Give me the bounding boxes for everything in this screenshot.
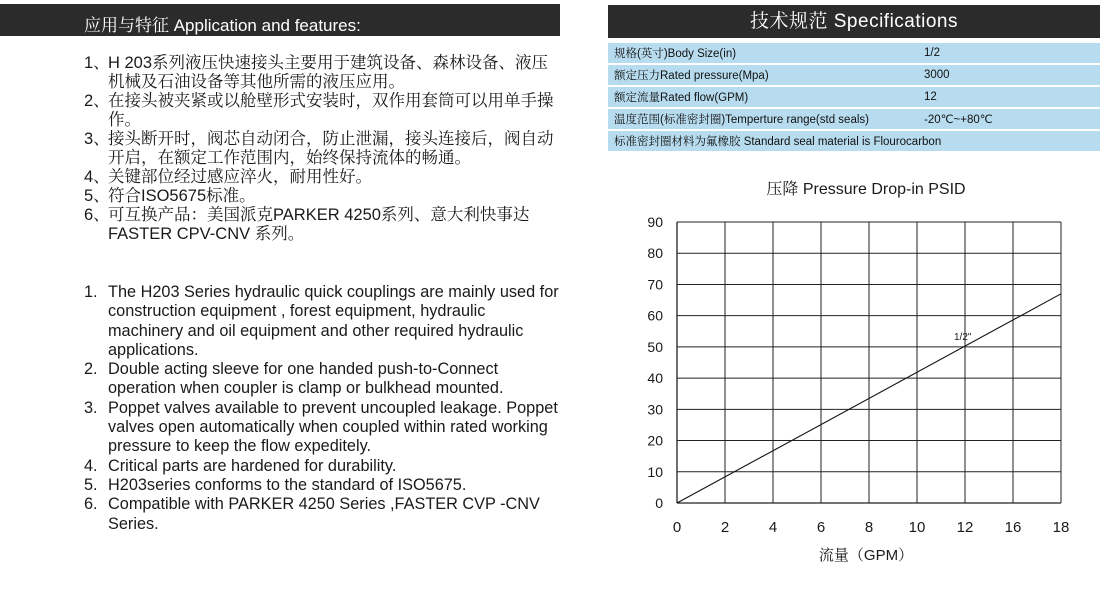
y-tick-label: 70: [647, 276, 663, 293]
spec-label: 额定流量Rated flow(GPM): [608, 87, 918, 107]
feature-item: [84, 495, 564, 534]
feature-number: 3.: [84, 398, 98, 417]
feature-number: 5.: [84, 475, 98, 494]
x-tick-label: 18: [1052, 519, 1070, 536]
feature-number: 6、: [84, 206, 110, 224]
feature-item: [84, 54, 564, 92]
feature-text: Poppet valves available to prevent uncoupled leakage. Poppet valves open automatically when coupled within rated working pressure to keep the flow expeditely.: [108, 398, 558, 456]
english-features-list: [84, 283, 564, 534]
feature-text: Double acting sleeve for one handed push-to-Connect operation when coupler is clamp or bulkhead mounted.: [108, 360, 504, 398]
feature-item: [84, 476, 564, 495]
feature-number: 1.: [84, 283, 98, 301]
y-tick-label: 0: [655, 495, 663, 511]
feature-number: 4、: [84, 168, 110, 186]
chinese-features-list: [84, 54, 564, 244]
feature-text: 在接头被夹紧或以舱壁形式安装时，双作用套筒可以用单手操作。: [108, 92, 554, 129]
x-tick-label: 6: [816, 519, 826, 536]
seal-note-row: [608, 131, 1100, 151]
feature-number: 2.: [84, 360, 98, 379]
y-tick-label: 90: [647, 214, 663, 230]
spec-row: [608, 109, 1100, 129]
y-axis-ticks: [647, 214, 663, 511]
feature-item: [84, 206, 564, 244]
y-tick-label: 10: [647, 463, 663, 480]
feature-text: The H203 Series hydraulic quick couplings are mainly used for construction equipment , forest equipment, hydraulic machinery and oil equipment and other required hydraulic applications.: [108, 283, 559, 359]
feature-item: [84, 168, 564, 187]
feature-text: Critical parts are hardened for durability.: [108, 456, 397, 475]
spec-row: [608, 87, 1100, 107]
feature-number: 2、: [84, 92, 110, 110]
specifications-header-bar: [608, 5, 1100, 38]
x-tick-label: 2: [720, 519, 730, 536]
feature-text: Compatible with PARKER 4250 Series ,FASTER CVP -CNV Series.: [108, 495, 540, 533]
spec-value: 1/2: [918, 43, 1100, 63]
x-tick-label: 10: [908, 519, 926, 536]
chart-grid: [677, 222, 1061, 503]
chart-title: 压降 Pressure Drop-in PSID: [766, 181, 966, 198]
feature-number: 4.: [84, 456, 98, 475]
feature-text: 关键部位经过感应淬火，耐用性好。: [108, 168, 372, 186]
y-tick-label: 40: [647, 370, 663, 387]
applications-header: 应用与特征 Application and features:: [84, 16, 361, 35]
y-tick-label: 80: [647, 245, 663, 262]
seal-note: 标准密封圈材料为氟橡胶 Standard seal material is Flourocarbon: [608, 131, 1100, 151]
feature-item: [84, 283, 564, 360]
x-tick-label: 12: [956, 519, 974, 536]
feature-item: [84, 457, 564, 476]
spec-label: 温度范围(标准密封圈)Temperture range(std seals): [608, 109, 918, 129]
x-tick-label: 8: [864, 519, 874, 536]
feature-text: 接头断开时，阀芯自动闭合，防止泄漏，接头连接后，阀自动开启，在额定工作范围内，始终保持流体的畅通。: [108, 130, 554, 167]
feature-text: 可互换产品：美国派克PARKER 4250系列、意大利快事达FASTER CPV-CNV 系列。: [108, 206, 530, 243]
feature-item: [84, 360, 564, 399]
feature-text: H 203系列液压快速接头主要用于建筑设备、森林设备、液压机械及石油设备等其他所需的液压应用。: [108, 54, 549, 91]
applications-header-bar: [0, 4, 560, 36]
feature-item: [84, 130, 564, 168]
pressure-drop-chart: [608, 170, 1100, 580]
y-tick-label: 20: [647, 432, 663, 449]
x-axis-label: 流量（GPM）: [818, 547, 914, 564]
spec-value: 3000: [918, 65, 1100, 85]
feature-number: 3、: [84, 130, 110, 148]
feature-item: [84, 92, 564, 130]
feature-item: [84, 399, 564, 457]
spec-label: 规格(英寸)Body Size(in): [608, 43, 918, 63]
spec-row: [608, 43, 1100, 63]
feature-number: 5、: [84, 187, 110, 205]
spec-label: 额定压力Rated pressure(Mpa): [608, 65, 918, 85]
x-axis-ticks: [673, 519, 1070, 536]
x-tick-label: 0: [672, 519, 682, 536]
feature-text: 符合ISO5675标准。: [108, 187, 256, 205]
y-tick-label: 30: [647, 401, 663, 418]
feature-text: H203series conforms to the standard of ISO5675.: [108, 475, 467, 494]
feature-number: 1、: [84, 54, 110, 72]
feature-number: 6.: [84, 495, 98, 514]
x-tick-label: 16: [1004, 519, 1022, 536]
specifications-table: [608, 41, 1100, 153]
feature-item: [84, 187, 564, 206]
series-label: 1/2": [954, 332, 972, 343]
y-tick-label: 60: [647, 307, 663, 324]
specifications-header: 技术规范 Specifications: [749, 11, 958, 32]
spec-row: [608, 65, 1100, 85]
y-tick-label: 50: [647, 338, 663, 355]
spec-value: -20℃~+80℃: [918, 109, 1100, 129]
spec-value: 12: [918, 87, 1100, 107]
x-tick-label: 4: [768, 519, 778, 536]
